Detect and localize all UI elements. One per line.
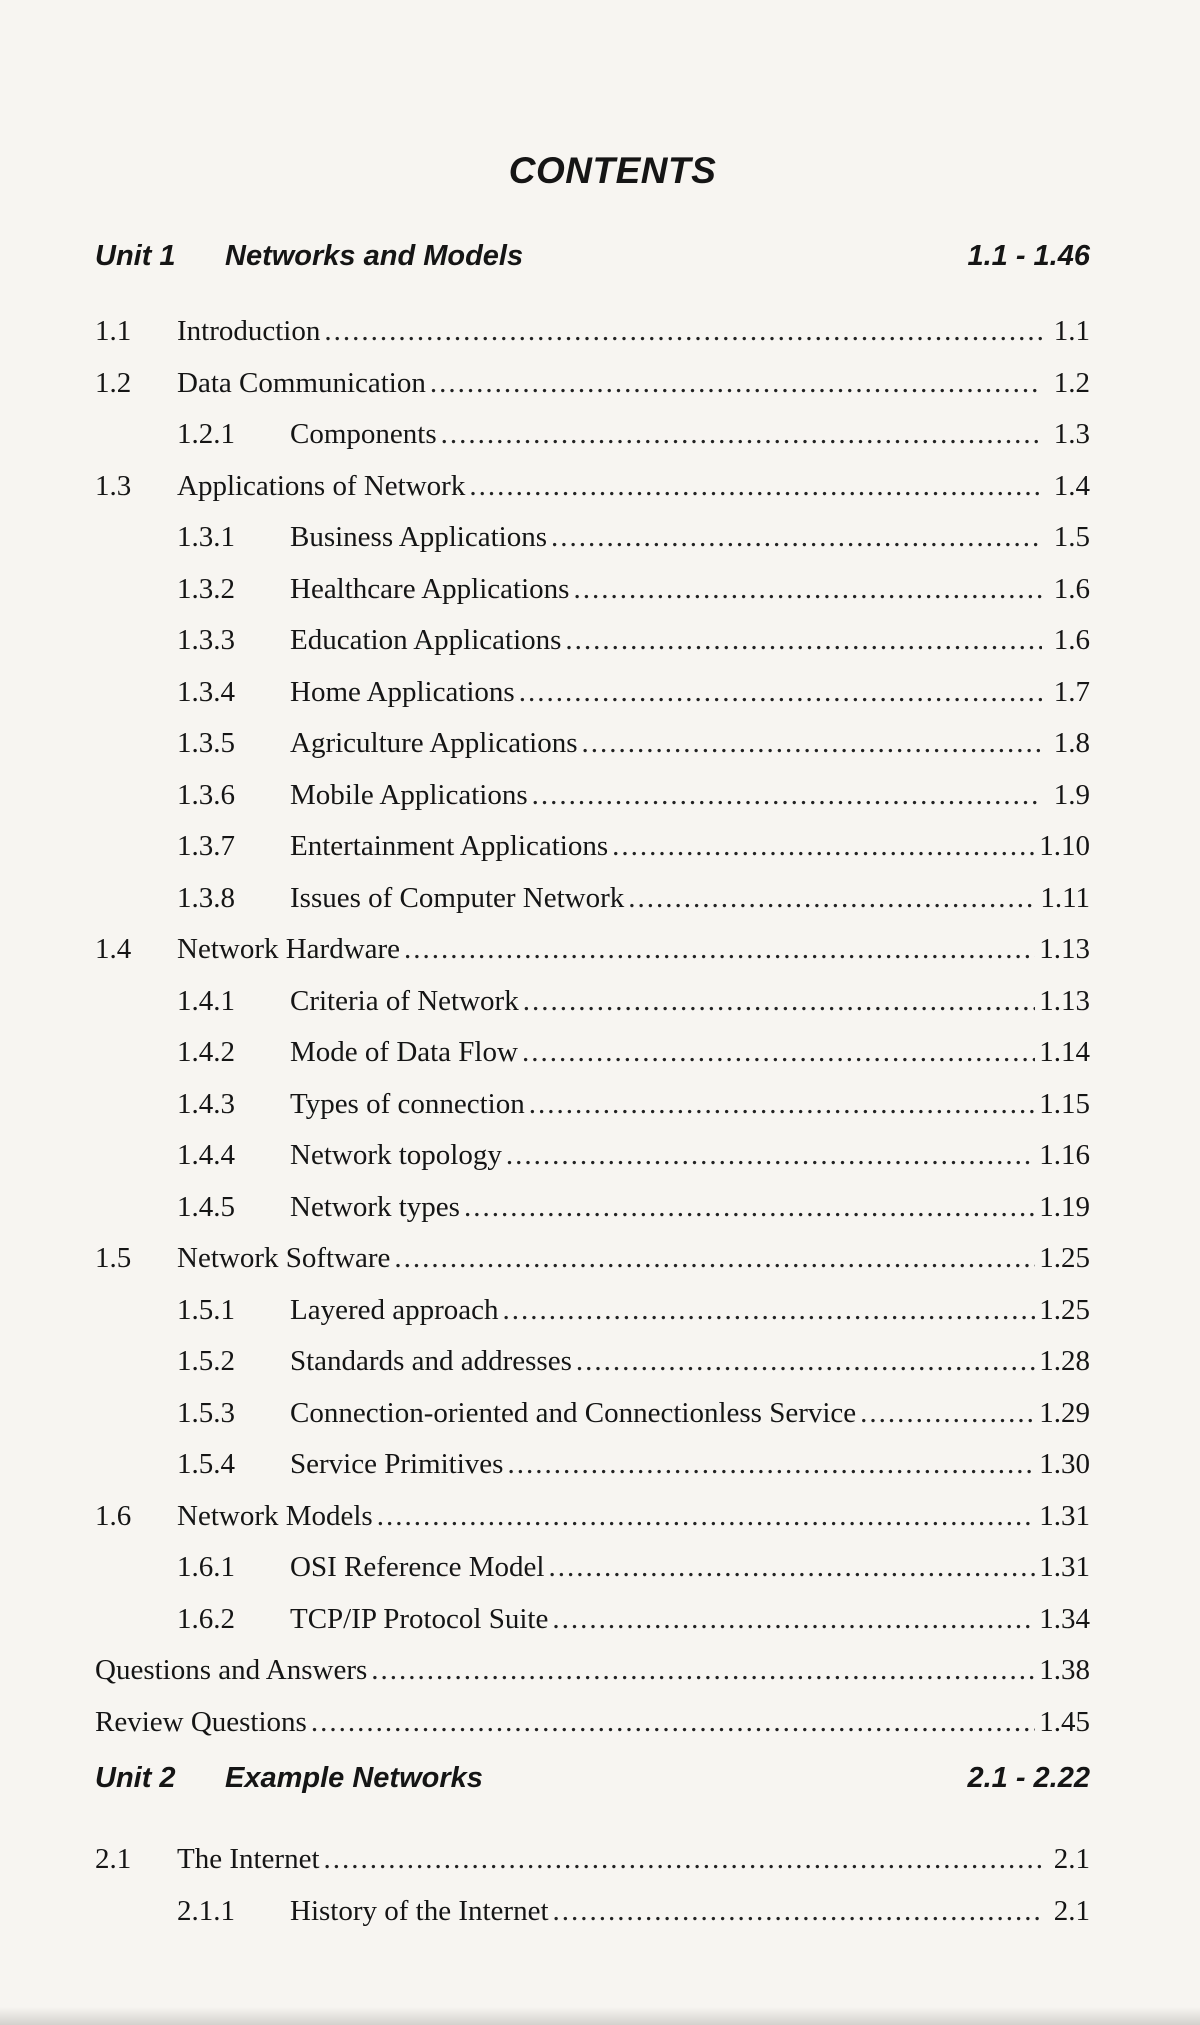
toc-entry-number: 1.3 bbox=[95, 469, 132, 502]
toc-entry[interactable] bbox=[95, 770, 1090, 822]
toc-entry[interactable] bbox=[95, 615, 1090, 667]
toc-entry-page: 1.34 bbox=[1039, 1602, 1090, 1635]
toc-entry-page: 1.6 bbox=[1053, 624, 1090, 656]
toc-entry-page: 2.1 bbox=[1053, 1894, 1090, 1927]
toc-entry-page: 1.38 bbox=[1039, 1654, 1090, 1686]
unit-2-label: Unit 2 bbox=[95, 1762, 176, 1794]
dot-leader bbox=[506, 1130, 1035, 1182]
toc-entry[interactable] bbox=[95, 564, 1090, 616]
toc-entry-number: 1.6.2 bbox=[177, 1602, 235, 1635]
toc-entry-page: 1.7 bbox=[1053, 675, 1090, 708]
dot-leader bbox=[576, 1336, 1035, 1388]
toc-entry-number: 1.5 bbox=[95, 1242, 132, 1274]
toc-entry[interactable] bbox=[95, 1027, 1090, 1079]
dot-leader bbox=[548, 1542, 1035, 1594]
toc-entry-number: 1.3.6 bbox=[177, 778, 235, 811]
toc-entry-number: 1.4.3 bbox=[177, 1087, 235, 1120]
dot-leader bbox=[551, 512, 1042, 564]
toc-entry-title: Network Software bbox=[177, 1242, 391, 1274]
toc-entry-page: 1.13 bbox=[1039, 984, 1090, 1017]
toc-entry[interactable] bbox=[95, 1388, 1090, 1440]
page-shadow bbox=[0, 2007, 1200, 2025]
toc-entry-page: 1.25 bbox=[1039, 1293, 1090, 1326]
toc-entry-page: 1.45 bbox=[1039, 1705, 1090, 1738]
toc-entry-number: 1.3.8 bbox=[177, 881, 235, 914]
dot-leader bbox=[311, 1697, 1035, 1749]
toc-entry-number: 1.3.4 bbox=[177, 675, 235, 708]
toc-entry-title: Education Applications bbox=[290, 624, 562, 656]
toc-entry[interactable] bbox=[95, 1886, 1090, 1938]
toc-entry[interactable] bbox=[95, 1542, 1090, 1594]
dot-leader bbox=[519, 667, 1042, 719]
toc-entry[interactable] bbox=[95, 306, 1090, 358]
toc-entry-title: Service Primitives bbox=[290, 1448, 504, 1480]
dot-leader bbox=[404, 924, 1035, 976]
toc-entry-page: 1.5 bbox=[1053, 521, 1090, 553]
toc-entry-page: 1.6 bbox=[1053, 572, 1090, 605]
toc-entry-title: Standards and addresses bbox=[290, 1345, 572, 1377]
toc-entry[interactable] bbox=[95, 1697, 1090, 1749]
toc-entry-number: 1.3.1 bbox=[177, 521, 235, 553]
unit-1-label: Unit 1 bbox=[95, 240, 176, 272]
toc-entry[interactable] bbox=[95, 924, 1090, 976]
toc-entry-page: 1.25 bbox=[1039, 1242, 1090, 1274]
toc-entry[interactable] bbox=[95, 1130, 1090, 1182]
toc-entry-title: Business Applications bbox=[290, 521, 547, 553]
dot-leader bbox=[573, 564, 1042, 616]
toc-entry-page: 1.4 bbox=[1053, 469, 1090, 502]
toc-entry[interactable] bbox=[95, 1182, 1090, 1234]
toc-entry-page: 2.1 bbox=[1053, 1843, 1090, 1875]
toc-entry[interactable] bbox=[95, 1336, 1090, 1388]
toc-entry-title: Connection-oriented and Connectionless Service bbox=[290, 1396, 857, 1429]
toc-entry[interactable] bbox=[95, 409, 1090, 461]
dot-leader bbox=[612, 821, 1035, 873]
toc-entry-page: 1.19 bbox=[1039, 1190, 1090, 1223]
toc-entry-page: 1.1 bbox=[1053, 315, 1090, 347]
toc-entry-number: 1.1 bbox=[95, 315, 132, 347]
dot-leader bbox=[324, 1834, 1042, 1886]
toc-entry-title: Issues of Computer Network bbox=[290, 881, 625, 914]
unit-2-heading[interactable] bbox=[95, 1762, 1090, 1820]
toc-entry[interactable] bbox=[95, 1834, 1090, 1886]
toc-entry-page: 1.14 bbox=[1039, 1036, 1090, 1068]
dot-leader bbox=[532, 770, 1042, 822]
unit-1-heading[interactable] bbox=[95, 240, 1090, 292]
dot-leader bbox=[441, 409, 1042, 461]
toc-entry-page: 1.10 bbox=[1039, 830, 1090, 862]
toc-entry-number: 1.3.7 bbox=[177, 830, 235, 862]
dot-leader bbox=[529, 1079, 1036, 1131]
toc-entry[interactable] bbox=[95, 1079, 1090, 1131]
toc-entry-page: 1.31 bbox=[1039, 1551, 1090, 1583]
dot-leader bbox=[522, 1027, 1035, 1079]
toc-entry-page: 1.11 bbox=[1040, 881, 1090, 914]
toc-entry-title: Mode of Data Flow bbox=[290, 1036, 518, 1068]
toc-entry-title: Review Questions bbox=[95, 1705, 307, 1738]
toc-entry-title: OSI Reference Model bbox=[290, 1551, 545, 1583]
toc-entry[interactable] bbox=[95, 512, 1090, 564]
toc-entry-title: History of the Internet bbox=[290, 1894, 549, 1927]
toc-entry-title: Network Models bbox=[177, 1499, 373, 1532]
toc-entry-page: 1.30 bbox=[1039, 1448, 1090, 1480]
dot-leader bbox=[628, 873, 1036, 925]
page-title: CONTENTS bbox=[508, 150, 717, 191]
toc-entry-page: 1.28 bbox=[1039, 1345, 1090, 1377]
toc-entry-number: 1.4.1 bbox=[177, 984, 235, 1017]
dot-leader bbox=[552, 1594, 1035, 1646]
toc-entry-number: 1.4 bbox=[95, 933, 132, 965]
dot-leader bbox=[565, 615, 1042, 667]
dot-leader bbox=[324, 306, 1042, 358]
toc-entry-number: 1.2.1 bbox=[177, 418, 235, 450]
dot-leader bbox=[371, 1645, 1035, 1697]
toc-entry-number: 1.6 bbox=[95, 1499, 132, 1532]
toc-entry-title: TCP/IP Protocol Suite bbox=[290, 1602, 549, 1635]
toc-entry[interactable] bbox=[95, 667, 1090, 719]
toc-entry[interactable] bbox=[95, 358, 1090, 410]
toc-entry-title: Data Communication bbox=[177, 366, 426, 399]
toc-entry-title: Network Hardware bbox=[177, 933, 401, 965]
toc-entry-page: 1.2 bbox=[1053, 366, 1090, 399]
toc-entry[interactable] bbox=[95, 1233, 1090, 1285]
toc-entry-page: 1.9 bbox=[1053, 778, 1090, 811]
toc-entry[interactable] bbox=[95, 461, 1090, 513]
dot-leader bbox=[582, 718, 1042, 770]
toc-entry-title: Questions and Answers bbox=[95, 1654, 368, 1686]
toc-entry-title: Mobile Applications bbox=[290, 778, 528, 811]
dot-leader bbox=[860, 1388, 1035, 1440]
toc-entry-page: 1.13 bbox=[1039, 933, 1090, 965]
toc-entry[interactable] bbox=[95, 718, 1090, 770]
toc-entry-number: 1.3.5 bbox=[177, 727, 235, 759]
toc-entry-number: 1.6.1 bbox=[177, 1551, 235, 1583]
toc-entry-title: Criteria of Network bbox=[290, 984, 519, 1017]
dot-leader bbox=[523, 976, 1036, 1028]
toc-entry-page: 1.31 bbox=[1039, 1499, 1090, 1532]
unit-1-entry-list bbox=[95, 306, 1090, 1748]
toc-entry-page: 1.29 bbox=[1039, 1396, 1090, 1429]
toc-entry-number: 1.4.5 bbox=[177, 1190, 235, 1223]
dot-leader bbox=[430, 358, 1042, 410]
dot-leader bbox=[503, 1285, 1036, 1337]
toc-entry-title: Entertainment Applications bbox=[290, 830, 609, 862]
toc-entry-title: Layered approach bbox=[290, 1293, 499, 1326]
unit-1-title: Networks and Models bbox=[225, 240, 524, 272]
toc-entry[interactable] bbox=[95, 873, 1090, 925]
toc-entry-number: 1.3.2 bbox=[177, 572, 235, 605]
unit-2-entry-list bbox=[95, 1834, 1090, 1937]
toc-entry-number: 1.5.1 bbox=[177, 1293, 235, 1326]
toc-entry-page: 1.15 bbox=[1039, 1087, 1090, 1120]
toc-entry[interactable] bbox=[95, 1491, 1090, 1543]
toc-entry-title: Types of connection bbox=[290, 1087, 525, 1120]
dot-leader bbox=[469, 461, 1042, 513]
dot-leader bbox=[377, 1491, 1036, 1543]
toc-entry[interactable] bbox=[95, 1594, 1090, 1646]
unit-1-page-range: 1.1 - 1.46 bbox=[967, 240, 1090, 272]
toc-entry-number: 1.4.4 bbox=[177, 1139, 235, 1171]
toc-entry[interactable] bbox=[95, 976, 1090, 1028]
toc-entry-page: 1.8 bbox=[1053, 727, 1090, 759]
toc-entry-number: 2.1.1 bbox=[177, 1894, 235, 1927]
toc-entry-title: Network topology bbox=[290, 1139, 502, 1171]
unit-2-title: Example Networks bbox=[225, 1762, 483, 1794]
toc-entry-title: Healthcare Applications bbox=[290, 572, 570, 605]
toc-entry[interactable] bbox=[95, 1285, 1090, 1337]
toc-entry-title: Agriculture Applications bbox=[290, 727, 578, 759]
toc-entry-title: Network types bbox=[290, 1190, 460, 1223]
toc-entry[interactable] bbox=[95, 821, 1090, 873]
toc-entry-number: 2.1 bbox=[95, 1843, 132, 1875]
dot-leader bbox=[464, 1182, 1035, 1234]
toc-entry-page: 1.16 bbox=[1039, 1139, 1090, 1171]
toc-entry-number: 1.5.3 bbox=[177, 1396, 235, 1429]
toc-entry[interactable] bbox=[95, 1645, 1090, 1697]
toc-entry[interactable] bbox=[95, 1439, 1090, 1491]
toc-entry-page: 1.3 bbox=[1053, 418, 1090, 450]
toc-entry-number: 1.3.3 bbox=[177, 624, 235, 656]
toc-entry-number: 1.5.4 bbox=[177, 1448, 235, 1480]
toc-entry-title: The Internet bbox=[177, 1843, 320, 1875]
toc-entry-title: Applications of Network bbox=[177, 469, 466, 502]
unit-2-page-range: 2.1 - 2.22 bbox=[967, 1762, 1090, 1794]
dot-leader bbox=[394, 1233, 1035, 1285]
toc-entry-number: 1.5.2 bbox=[177, 1345, 235, 1377]
dot-leader bbox=[553, 1886, 1042, 1938]
dot-leader bbox=[507, 1439, 1035, 1491]
toc-entry-title: Components bbox=[290, 418, 437, 450]
toc-entry-number: 1.2 bbox=[95, 366, 132, 399]
toc-entry-number: 1.4.2 bbox=[177, 1036, 235, 1068]
toc-entry-title: Introduction bbox=[177, 315, 321, 347]
toc-entry-title: Home Applications bbox=[290, 675, 515, 708]
